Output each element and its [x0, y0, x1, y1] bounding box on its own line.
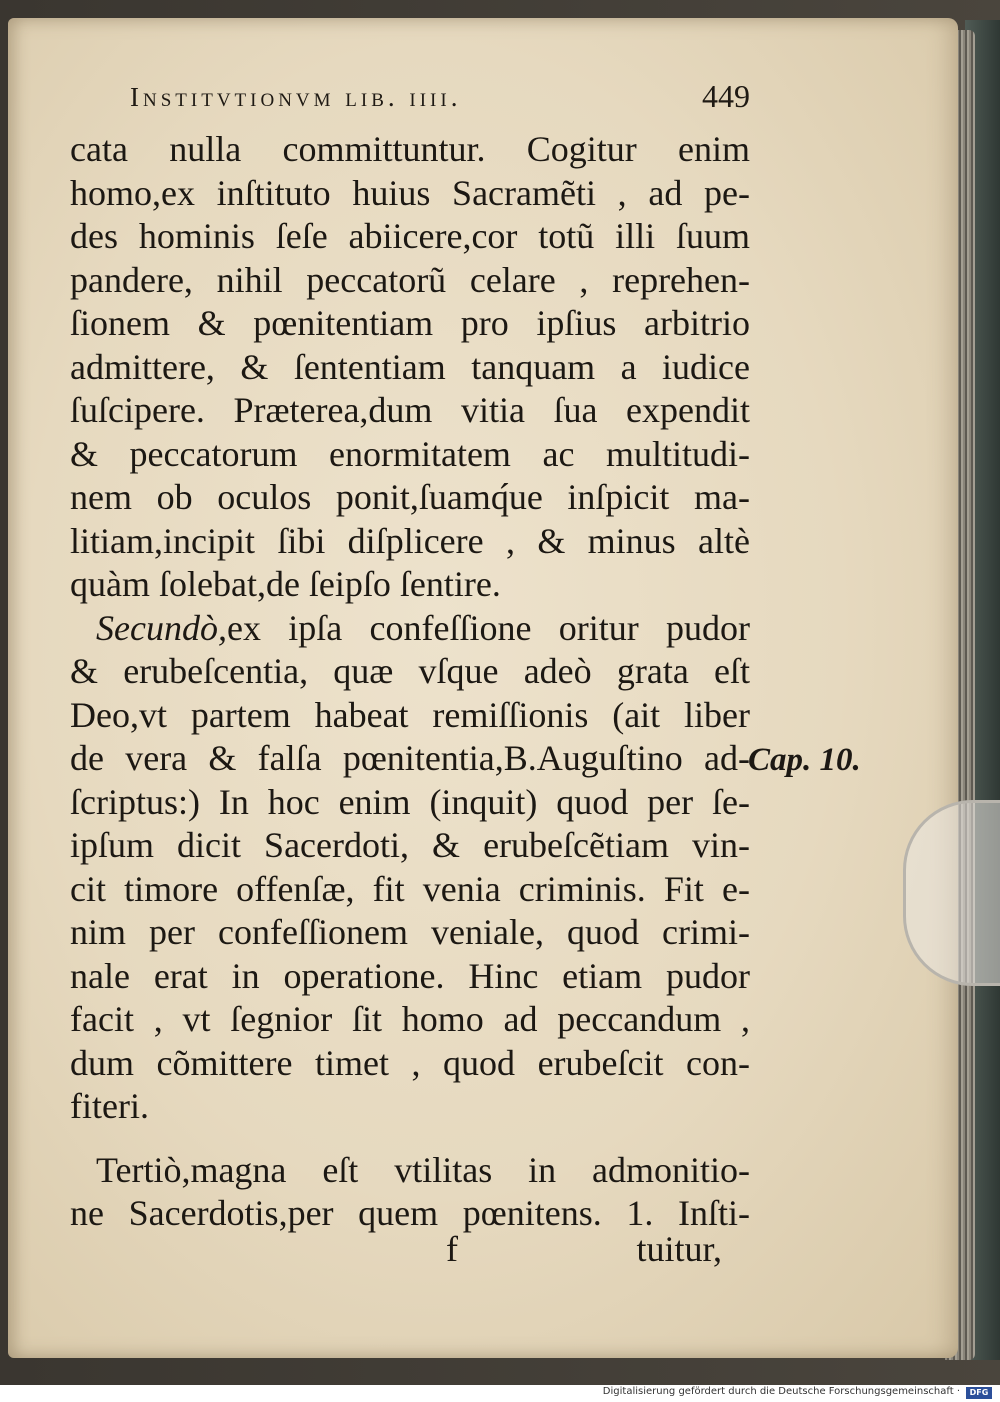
paragraph-gap: [70, 1129, 750, 1149]
text-line: cit timore offenſæ, fit venia criminis. Fit e-: [70, 868, 750, 909]
running-head-title: Institvtionvm lib. iiii.: [130, 82, 462, 112]
text-line: facit , vt ſegnior ſit homo ad peccandum ,: [70, 999, 750, 1039]
text-line: des hominis ſeſe abiicere,cor totũ illi ſuum: [70, 216, 750, 256]
paragraph-2-first-line: [70, 607, 750, 651]
text-line: dum cõmittere timet , quod erubeſcit con-: [70, 1042, 750, 1083]
text-line: nale erat in operatione. Hinc etiam pudor: [70, 955, 750, 996]
text-line: ſcriptus:) In hoc enim (inquit) quod per ſe-: [70, 781, 750, 822]
text-line: homo,ex inſtituto huius Sacramẽti , ad pe-: [70, 172, 750, 213]
text-line: Tertiò,magna eſt vtilitas in admonitio-: [96, 1149, 750, 1190]
text-line: pandere, nihil peccatorũ celare , reprehen-: [70, 259, 750, 300]
catchword: tuitur,: [636, 1229, 722, 1269]
footer-bar: [0, 1385, 1000, 1402]
text-line: ſionem & pœnitentiam pro ipſius arbitrio: [70, 303, 750, 343]
text-line: quàm ſolebat,de ſeipſo ſentire.: [70, 564, 501, 604]
paragraph-2-first-text: ex ipſa confeſſione oritur pudor: [226, 607, 750, 648]
page-number: 449: [702, 78, 750, 114]
funding-credit: Digitalisierung gefördert durch die Deutsche Forschungsgemeinschaft ·: [602, 1386, 960, 1397]
text-line: de vera & falſa pœnitentia,B.Auguſtino ad-: [70, 738, 750, 778]
running-head: [130, 78, 750, 122]
paragraph-2-lead: Secundò,: [96, 607, 227, 648]
text-line: admittere, & ſententiam tanquam a iudice: [70, 346, 750, 387]
text-line: ne Sacerdotis,per quem pœnitens. 1. Inſti-: [70, 1193, 750, 1233]
dfg-logo: DFG: [966, 1387, 992, 1399]
text-line: & peccatorum enormitatem ac multitudi-: [70, 433, 750, 474]
body-text: [70, 128, 750, 1236]
text-line: ipſum dicit Sacerdoti, & erubeſcẽtiam vin-: [70, 825, 750, 865]
text-line: litiam,incipit ſibi diſplicere , & minus altè: [70, 520, 750, 561]
text-line: fiteri.: [70, 1086, 149, 1126]
text-line: ſuſcipere. Præterea,dum vitia ſua expendit: [70, 390, 750, 430]
text-line: & erubeſcentia, quæ vſque adeò grata eſt: [70, 651, 750, 691]
text-line: cata nulla committuntur. Cogitur enim: [70, 129, 750, 169]
marginal-note: Cap. 10.: [748, 742, 861, 778]
text-line: nem ob oculos ponit,ſuamq́ue inſpicit ma-: [70, 477, 750, 517]
text-line: Deo,vt partem habeat remiſſionis (ait liber: [70, 694, 750, 735]
signature-mark: f: [446, 1229, 458, 1269]
page-tab-clip: [903, 800, 1000, 986]
text-line: nim per confeſſionem veniale, quod crimi-: [70, 912, 750, 952]
page-foot: [70, 1228, 722, 1272]
